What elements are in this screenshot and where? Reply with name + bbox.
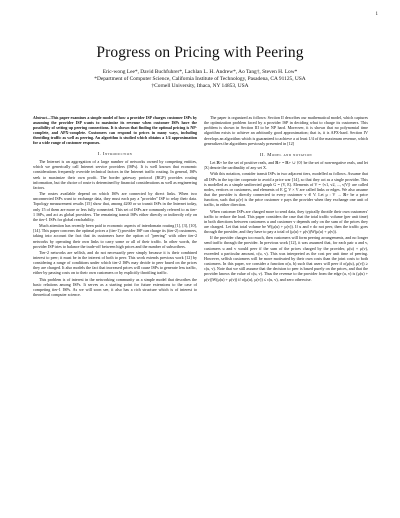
left-column	[33, 115, 197, 298]
right-column	[204, 115, 368, 283]
abstract	[33, 115, 197, 145]
affiliation-1: *Department of Computer Science, California Institute of Technology, Pasadena, CA 91125, USA	[94, 76, 306, 82]
page-number: 1	[375, 12, 378, 17]
intro-paragraph: The Internet is an aggregation of a large number of networks owned by competing entities, which we generically call Internet service providers (ISPs). It is well known that economic considerations frequently override technical factors in the Internet traffic routing. In general, ISPs seek to maximize their own profit. The border gateway protocol (BGP) provides routing information, but the choice of route is determined by financial considerations as well as engineering factors.	[33, 159, 197, 190]
section-heading-model: II. Model and notation	[259, 151, 313, 157]
model-paragraph: With this notation, consider transit ISPs in two adjacent tiers, modelled as follows. Assume that all ISPs in the top tier cooperate to avoid a price war [14], so that they act as a single provider. This is modelled as a simple undirected graph G = (V, E). Elements of V = {v1, v2, ..., v|V|} are called nodes, vertices or customers, and elements of E ⊆ V × V are called links or edges. We also assume that the provider is directly connected to every customer v ∈ V. Let μ : V → ℝ+ be a price function, such that μ(v) is the price customer v pays the provider when they exchange one unit of traffic, in either direction.	[204, 171, 368, 208]
model-paragraph: Let ℝ+ be the set of positive reals, and ℝ+ = ℝ+ ∪ {0} be the set of non-negative reals, and let |X| denote the cardinality of any set X.	[204, 160, 368, 171]
intro-paragraph: This problem is of interest in the networking community as a simple model that describes the basic relations among ISPs. It serves as a starting point for future extensions to the case of competing tier-1 ISPs. As we will soon see, it also has a rich structure which is of interest to theoretical computer science.	[33, 276, 197, 298]
outline-paragraph: The paper is organized as follows: Section II describes our mathematical model, which captures the optimization problem faced by a provider ISP in deciding what to charge its customers. This problem is shown in Section III to be NP hard. Moreover, it is shown that no polynomial time algorithm exists to achieve an arbitrarily good approximation; that is, it is APX-hard. Section IV develops an algorithm which is guaranteed to achieve a at least 1/4 of the maximum revenue, which generalizes the algorithms previously presented in [12]	[204, 115, 368, 146]
author-names: Eric-wong Lee*, David Buchfuhrer*, Lachlan L. H. Andrew*, Ao Tang†, Steven H. Low*	[102, 69, 298, 75]
affiliation-2: †Cornell University, Ithaca, NY 14853, USA	[151, 83, 249, 89]
intro-paragraph: The routes available depend on which ISPs are connected by direct links. When two unconnected ISPs want to exchange data, they must each pay a "provider" ISP to relay their data. Topology measurement results [15] show that, among 4200 or so transit ISPs in the Internet today, only 15 of them are more or less fully connected. This set of ISPs are commonly referred to as tier-1 ISPs, and act as global providers. The remaining transit ISPs either directly or indirectly rely on the tier-1 ISPs for global reachability.	[33, 191, 197, 222]
paper-title: Progress on Pricing with Peering	[96, 44, 304, 61]
model-paragraph: When customer ISPs are charged more to send data, they typically throttle their own customers' traffic to reduce the load. This paper considers the case that the total traffic volume (per unit time) in both directions between customers u and customer v depends only on the sum of the prices they are charged. Let that total volume be W(μ(u) + μ(v)). If u and v do not peer, then the traffic goes through the provider, and they have to pay a total of (μ(u) + μ(v))W(μ(u) + μ(v)).	[204, 208, 368, 235]
abstract-label: Abstract—	[33, 115, 51, 120]
author-block	[30, 69, 370, 90]
model-paragraph: If the provider charges too much, then customers will form peering arrangements, and no longer send traffic through the provider. In previous work [12], it was assumed that, for each pair u and v, customers u and v would peer if the sum of the prices charged by the provider, μ(u) + μ(v), exceeded a particular amount, c(u, v). This was interpreted as the cost per unit time of peering. However, selfish customers will be more motivated by their own costs than the joint costs to both customers. In this paper, we consider a function σ(a, b) such that users will peer if σ(μ(u), μ(v)) ≥ c(u, v). Note that we still assume that the decision to peer is based purely on the prices, and that the provider knows the value of c(u, v). Thus the revenue to the provider from the edge (u, v) is (μ(u) + μ(v))W(μ(u) + μ(v)) if σ(μ(u), μ(v)) ≤ c(u, v), and zero otherwise.	[204, 235, 368, 282]
intro-paragraph: Tier-2 networks are selfish, and do not necessarily peer simply because it is their combined interest to peer; it must be in the interest of both to peer. This work extends previous work [12] by considering a range of conditions under which tier-2 ISPs may decide to peer based on the prices they are charged. It also models the fact that increased prices will cause ISPs to generate less traffic, either by passing costs on to their own customers or by explicitly throttling traffic.	[33, 249, 197, 276]
section-heading-introduction: I. Introduction	[97, 151, 133, 156]
abstract-text: This paper examines a simple model of how a provider ISP charges customer ISPs by assuming the provider ISP wants to maximize its revenue when customer ISPs have the possibility of setting up peering connections. It is shown that finding the optimal pricing is NP-complete, and APX-complete. Customers can respond to prices in many ways, including throttling traffic as well as peering. An algorithm is studied which obtains a 1/4 approximation for a wide range of customer responses.	[33, 115, 197, 145]
intro-paragraph: Much attention has recently been paid to economic aspects of interdomain routing [1], [3], [10], [14]. This paper concerns the optimal prices a (tier-1) provider ISP can charge its (tier-2) customers, taking into account the fact that its customers have the option of "peering" with other tier-2 networks by operating their own links to carry some or all of their traffic. In other words, the provider ISP tries to balance the trade-off between high prices and the number of subscribers.	[33, 223, 197, 249]
